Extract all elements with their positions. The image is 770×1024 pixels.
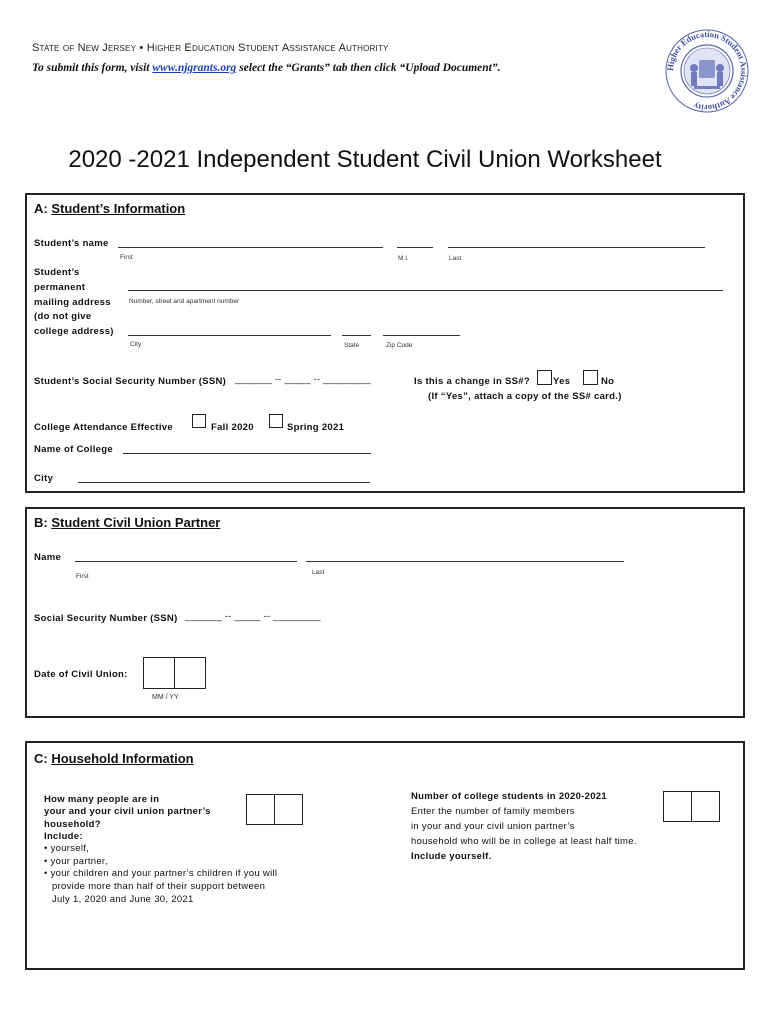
section-c-letter: C:: [34, 751, 52, 766]
section-c-box: [25, 741, 745, 970]
college-students-q-line-2: Enter the number of family members: [411, 806, 575, 817]
city-hint: City: [130, 341, 142, 348]
student-ssn-field[interactable]: _______ -- _____ -- _________: [235, 374, 371, 384]
college-city-label: City: [34, 473, 54, 484]
page-title: 2020 -2021 Independent Student Civil Union Worksheet: [68, 146, 662, 173]
college-name-label: Name of College: [34, 444, 113, 455]
student-first-name-field[interactable]: [118, 247, 383, 248]
civil-union-month-box[interactable]: [143, 657, 175, 689]
section-a-title: [34, 201, 185, 216]
date-hint: MM / YY: [152, 694, 179, 701]
section-b-letter: B:: [34, 515, 52, 530]
civil-union-date-label: Date of Civil Union:: [34, 669, 128, 680]
submit-prefix: To submit this form, visit: [32, 62, 153, 74]
partner-last-name-field[interactable]: [306, 561, 624, 562]
household-q-line-3: household?: [44, 819, 101, 830]
zip-hint: Zip Code: [386, 342, 413, 349]
college-students-q-line-1: Number of college students in 2020-2021: [411, 791, 607, 802]
attendance-label: College Attendance Effective: [34, 422, 173, 433]
street-hint: Number, street and apartment number: [129, 298, 240, 305]
ssn-change-yes-checkbox[interactable]: [537, 370, 552, 385]
household-bullet-5: July 1, 2020 and June 30, 2021: [52, 894, 194, 905]
fall-2020-label: Fall 2020: [211, 422, 254, 433]
state-hint: State: [344, 342, 360, 349]
agency-line: State of New Jersey • Higher Education Student Assistance Authority: [32, 42, 389, 54]
partner-first-name-field[interactable]: [75, 561, 297, 562]
college-students-digit-1[interactable]: [663, 791, 692, 822]
first-hint: First: [120, 254, 133, 261]
college-students-q-line-3: in your and your civil union partner’s: [411, 821, 575, 832]
no-label: No: [601, 376, 615, 387]
college-city-field[interactable]: [78, 482, 370, 483]
college-students-q-line-5: Include yourself.: [411, 851, 492, 862]
address-label-2: permanent: [34, 282, 86, 293]
section-c-title: [34, 751, 194, 766]
household-bullet-4: provide more than half of their support between: [52, 881, 266, 892]
hesaa-seal-icon: [664, 28, 750, 114]
submit-instructions: [32, 62, 501, 74]
student-last-name-field[interactable]: [448, 247, 705, 248]
section-b-title: [34, 515, 220, 530]
household-size-digit-1[interactable]: [246, 794, 275, 825]
spring-2021-label: Spring 2021: [287, 422, 345, 433]
household-q-line-4: Include:: [44, 831, 83, 842]
student-name-label: Student’s name: [34, 238, 109, 249]
city-address-field[interactable]: [128, 335, 331, 336]
college-students-digit-2[interactable]: [691, 791, 720, 822]
address-label-3: mailing address: [34, 297, 111, 308]
ssn-change-no-checkbox[interactable]: [583, 370, 598, 385]
household-bullet-3: • your children and your partner’s children if you will: [44, 868, 278, 879]
njgrants-link[interactable]: www.njgrants.org: [152, 62, 237, 74]
section-a-heading: Student’s Information: [51, 201, 186, 216]
street-address-field[interactable]: [128, 290, 723, 291]
household-bullet-1: • yourself,: [44, 843, 90, 854]
partner-name-label: Name: [34, 552, 62, 563]
fall-2020-checkbox[interactable]: [192, 414, 206, 428]
partner-ssn-label: Social Security Number (SSN): [34, 613, 178, 624]
household-q-line-2: your and your civil union partner’s: [44, 806, 211, 817]
seal-text: Higher Education Student Assistance Authority: [664, 28, 750, 114]
partner-first-hint: First: [76, 573, 89, 580]
partner-ssn-field[interactable]: _______ -- _____ -- _________: [185, 611, 321, 621]
student-ssn-label: Student’s Social Security Number (SSN): [34, 376, 227, 387]
state-address-field[interactable]: [342, 335, 371, 336]
spring-2021-checkbox[interactable]: [269, 414, 283, 428]
student-mi-field[interactable]: [397, 247, 433, 248]
section-b-heading: Student Civil Union Partner: [51, 515, 221, 530]
address-label-1: Student’s: [34, 267, 80, 278]
civil-union-year-box[interactable]: [174, 657, 206, 689]
yes-label: Yes: [553, 376, 571, 387]
zip-address-field[interactable]: [383, 335, 460, 336]
address-label-4: (do not give: [34, 311, 92, 322]
submit-suffix: select the “Grants” tab then click “Upload Document”.: [236, 62, 501, 74]
partner-last-hint: Last: [312, 569, 325, 576]
ssn-change-question: Is this a change in SS#?: [414, 376, 530, 387]
college-students-q-line-4: household who will be in college at least half time.: [411, 836, 637, 847]
last-hint: Last: [449, 255, 462, 262]
household-bullet-2: • your partner,: [44, 856, 108, 867]
ssn-change-note: (If “Yes”, attach a copy of the SS# card.): [428, 391, 622, 402]
household-size-digit-2[interactable]: [274, 794, 303, 825]
household-q-line-1: How many people are in: [44, 794, 160, 805]
address-label-5: college address): [34, 326, 114, 337]
college-name-field[interactable]: [123, 453, 371, 454]
mi-hint: M.I.: [398, 255, 409, 262]
section-c-heading: Household Information: [51, 751, 194, 766]
section-a-letter: A:: [34, 201, 52, 216]
